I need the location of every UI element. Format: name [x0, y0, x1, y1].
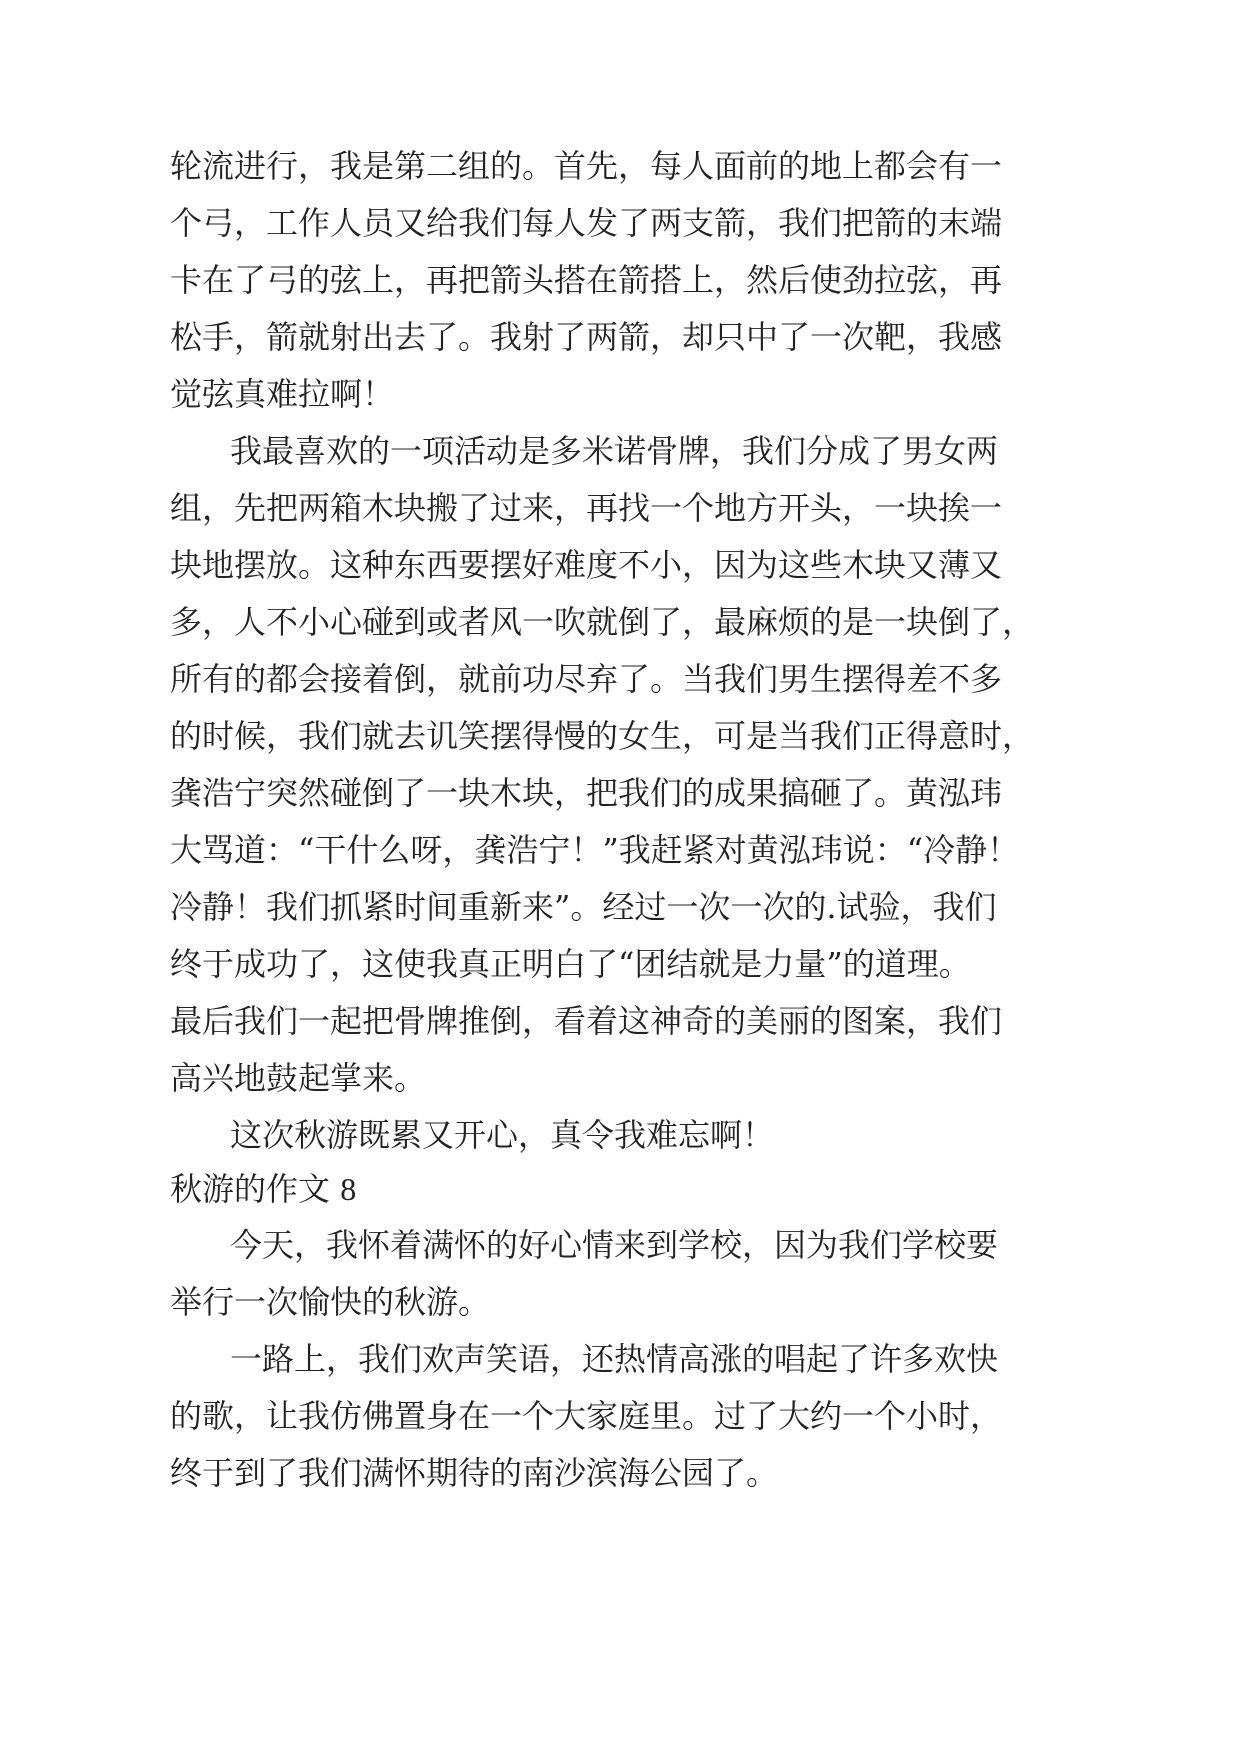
paragraph-line: 这次秋游既累又开心，真令我难忘啊！	[230, 1116, 775, 1154]
paragraph-line: 个弓，工作人员又给我们每人发了两支箭，我们把箭的末端	[170, 204, 1003, 242]
paragraph-line: 最后我们一起把骨牌推倒，看着这神奇的美丽的图案，我们	[170, 1002, 1003, 1040]
paragraph-line: 冷静！我们抓紧时间重新来”。经过一次一次的.试验，我们	[170, 888, 997, 926]
essay-heading-text: 秋游的作文	[170, 1170, 331, 1208]
essay-heading	[170, 1169, 356, 1209]
paragraph-line: 高兴地鼓起掌来。	[170, 1059, 427, 1097]
essay-heading-number: 8	[340, 1171, 357, 1207]
paragraph-line: 终于到了我们满怀期待的南沙滨海公园了。	[170, 1454, 779, 1492]
paragraph-line: 今天，我怀着满怀的好心情来到学校，因为我们学校要	[230, 1226, 999, 1264]
paragraph-line: 的时候，我们就去讥笑摆得慢的女生，可是当我们正得意时，	[170, 717, 1035, 755]
paragraph-line: 我最喜欢的一项活动是多米诺骨牌，我们分成了男女两	[230, 432, 999, 470]
paragraph-line: 松手，箭就射出去了。我射了两箭，却只中了一次靶，我感	[170, 318, 1003, 356]
paragraph-line: 块地摆放。这种东西要摆好难度不小，因为这些木块又薄又	[170, 546, 1003, 584]
paragraph-line: 一路上，我们欢声笑语，还热情高涨的唱起了许多欢快	[230, 1340, 999, 1378]
paragraph-line: 卡在了弓的弦上，再把箭头搭在箭搭上，然后使劲拉弦，再	[170, 261, 1003, 299]
paragraph-line: 的歌，让我仿佛置身在一个大家庭里。过了大约一个小时，	[170, 1397, 1003, 1435]
paragraph-line: 终于成功了，这使我真正明白了“团结就是力量”的道理。	[170, 945, 971, 983]
paragraph-line: 组，先把两箱木块搬了过来，再找一个地方开头，一块挨一	[170, 489, 1003, 527]
paragraph-line: 所有的都会接着倒，就前功尽弃了。当我们男生摆得差不多	[170, 660, 1003, 698]
paragraph-line: 觉弦真难拉啊！	[170, 375, 395, 413]
paragraph-line: 多，人不小心碰到或者风一吹就倒了，最麻烦的是一块倒了，	[170, 603, 1035, 641]
paragraph-line: 举行一次愉快的秋游。	[170, 1283, 491, 1321]
paragraph-line: 轮流进行，我是第二组的。首先，每人面前的地上都会有一	[170, 147, 1003, 185]
paragraph-line: 龚浩宁突然碰倒了一块木块，把我们的成果搞砸了。黄泓玮	[170, 774, 1003, 812]
paragraph-line: 大骂道：“干什么呀，龚浩宁！”我赶紧对黄泓玮说：“冷静！	[170, 831, 1020, 869]
